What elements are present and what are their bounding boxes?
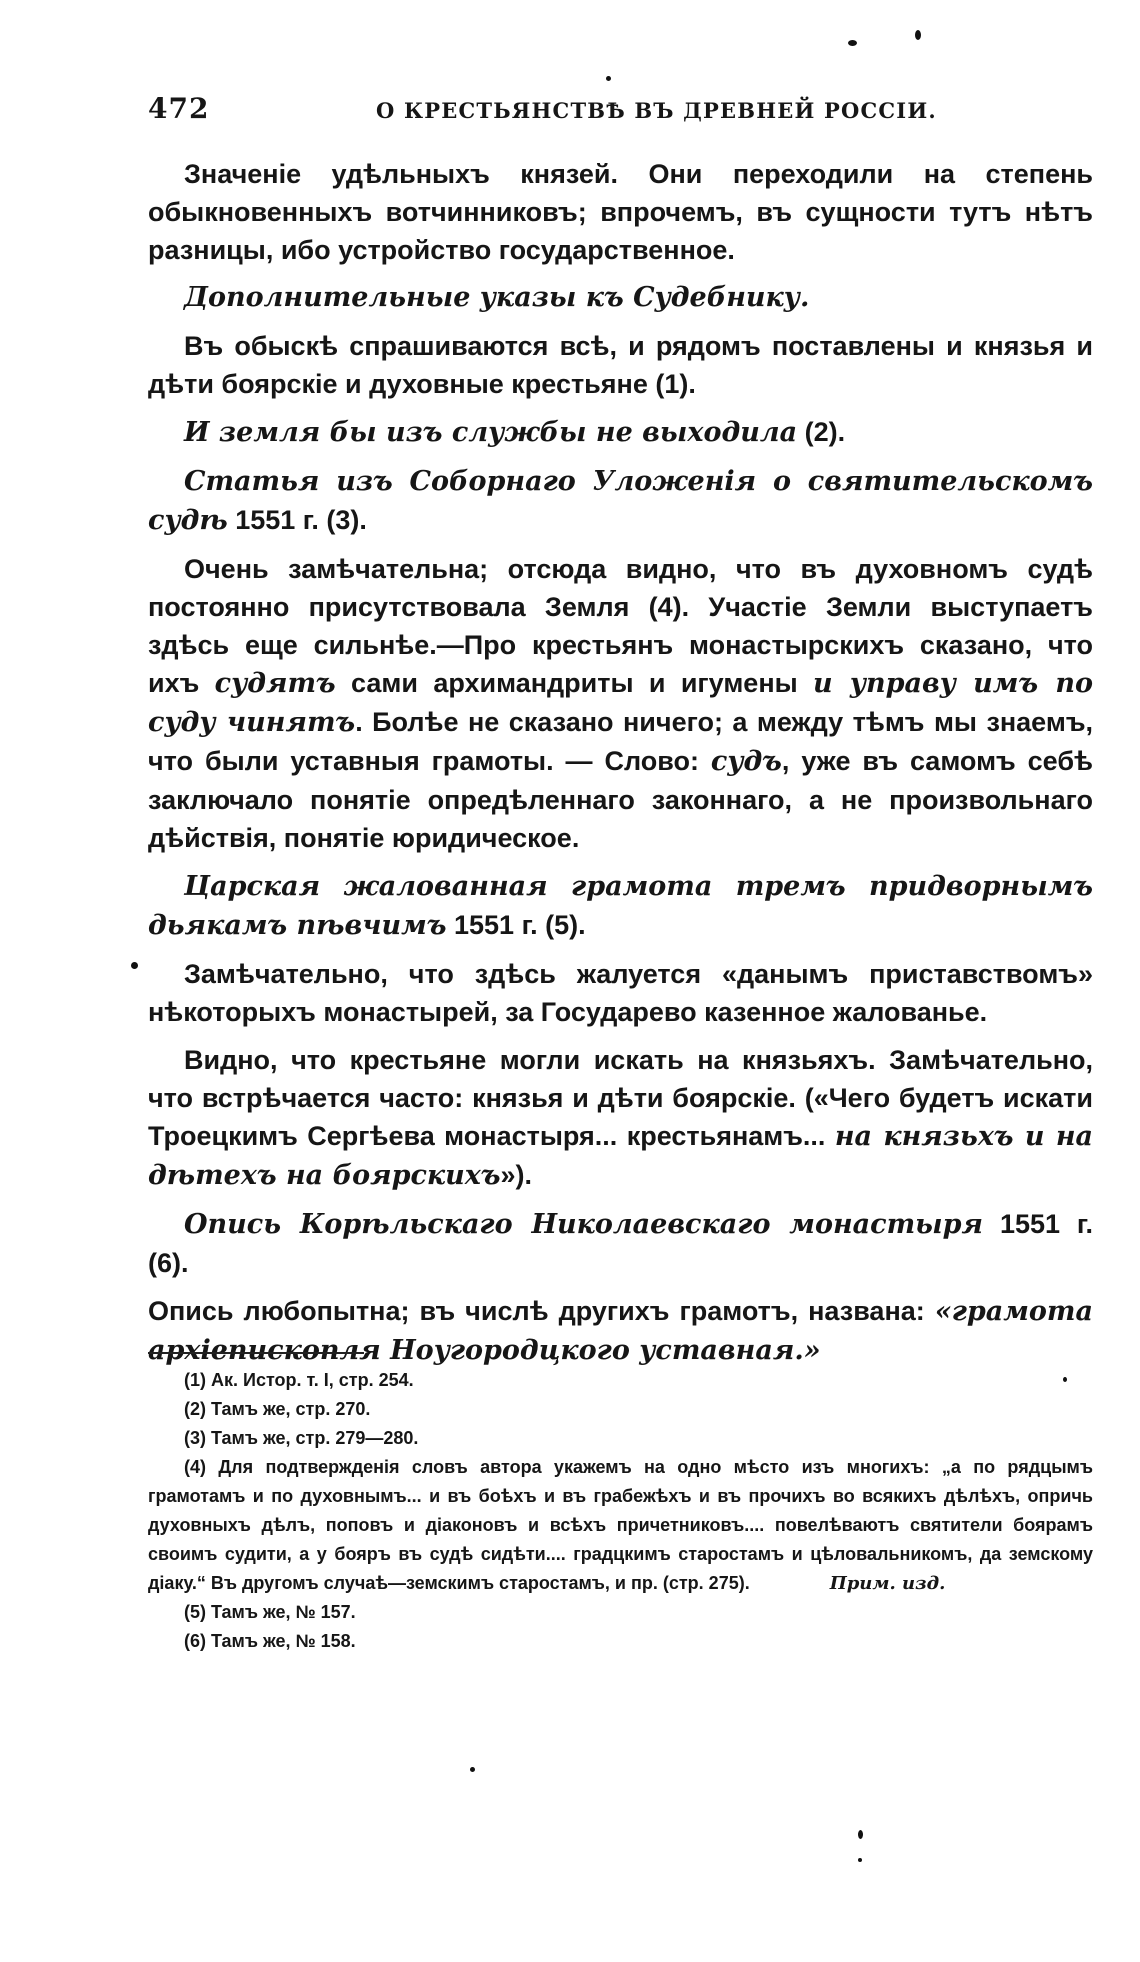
heading-additional-decrees: Дополнительные указы къ Судебнику.	[184, 282, 810, 313]
heading-council-code-article	[148, 462, 1093, 540]
book-page	[148, 0, 1093, 1962]
royal-charter-title: Царская жалованная грамота тремъ придворнымъ дьякамъ пѣвчимъ	[148, 871, 1093, 941]
paragraph-bailiff-grant: Замѣчательно, что здѣсь жалуется «данымъ приставствомъ» нѣкоторыхъ монастырей, за Государево казенное жалованье.	[148, 959, 1093, 1027]
scan-speck	[131, 962, 138, 969]
running-title: О КРЕСТЬЯНСТВѢ ВЪ ДРЕВНЕЙ РОССІИ.	[376, 98, 937, 123]
footnote-rule	[148, 1352, 364, 1354]
footnote-1: (1) Ак. Истор. т. I, стр. 254.	[184, 1370, 414, 1390]
running-head	[148, 92, 1093, 132]
footnote-2: (2) Тамъ же, стр. 270.	[184, 1399, 371, 1419]
footnote-4: (4) Для подтвержденія словъ автора укажемъ на одно мѣсто изъ многихъ: „а по рядцымъ грамотамъ и по духовнымъ... и въ боѣхъ и въ грабежѣхъ и въ прочихъ во всякихъ дѣлѣхъ, опричь духовныхъ дѣлъ, поповъ и діаконовъ и всѣхъ причетниковъ.... повелѣваютъ святители боярамъ своимъ судити, а у бояръ въ судѣ сидѣти.... градцкимъ старостамъ и цѣловальникомъ, да земскому діаку.“ Въ другомъ случаѣ—земскимъ старостамъ, и пр. (стр. 275). Прим. изд.	[148, 1457, 1093, 1594]
heading-royal-charter	[148, 867, 1093, 945]
paragraph-appanage-princes: Значеніе удѣльныхъ князей. Они переходили на степень обыкновенныхъ вотчинниковъ; впрочемъ, въ сущности тутъ нѣтъ разницы, ибо устройство государственное.	[148, 159, 1093, 265]
scan-speck	[858, 1858, 862, 1862]
monastery-inventory-title: Опись Корѣльскаго Николаевскаго монастыря	[184, 1209, 983, 1240]
quote-archbishop-charter: «грамота архіепископля Ноугородцкого уставная.»	[148, 1296, 1093, 1366]
footnote-6: (6) Тамъ же, № 158.	[184, 1631, 356, 1651]
council-code-year: 1551 г. (3).	[235, 505, 367, 535]
scan-speck	[858, 1830, 863, 1839]
publisher-note-sign: Прим. изд.	[829, 1573, 946, 1594]
footnote-5: (5) Тамъ же, № 157.	[184, 1602, 356, 1622]
quote-princes-children: на князьхъ и на дѣтехъ на боярскихъ	[148, 1121, 1093, 1191]
land-service-quote: И земля бы изъ службы не выходила	[184, 417, 798, 448]
scan-speck	[915, 30, 921, 40]
term-sudyat: судятъ	[214, 668, 336, 699]
scan-speck	[470, 1767, 475, 1772]
scan-speck	[1063, 1377, 1067, 1382]
page-number: 472	[148, 92, 210, 125]
scan-speck	[606, 76, 611, 81]
paragraph-inventory-charter: Опись любопытна; въ числѣ другихъ грамотъ, названа: «грамота архіепископля Ноугородцкого уставная.»	[148, 1296, 1093, 1366]
monastery-inventory-year: 1551 г. (6).	[148, 1209, 1093, 1278]
council-code-title: Статья изъ Соборнаго Уложенія о святительскомъ судѣ	[148, 466, 1093, 536]
paragraph-inquest: Въ обыскѣ спрашиваются всѣ, и рядомъ поставлены и князья и дѣти боярскіе и духовные крестьяне (1).	[148, 331, 1093, 399]
royal-charter-year: 1551 г. (5).	[454, 910, 586, 940]
footnote-3: (3) Тамъ же, стр. 279—280.	[184, 1428, 419, 1448]
heading-monastery-inventory	[148, 1205, 1093, 1282]
paragraph-land-service	[148, 413, 1093, 452]
land-service-ref: (2).	[804, 417, 846, 447]
footnotes	[148, 1366, 1093, 1656]
term-sud: судъ	[710, 746, 782, 777]
scan-speck	[848, 40, 857, 46]
term-upravu: и управу имъ по суду чинятъ	[148, 668, 1093, 738]
main-text	[148, 155, 1093, 1380]
paragraph-peasants-suits: Видно, что крестьяне могли искать на князьяхъ. Замѣчательно, что встрѣчается часто: князья и дѣти боярскіе. («Чего будетъ искати Троецкимъ Сергѣева монастыря... крестьянамъ... на князьхъ и на дѣтехъ на боярскихъ»).	[148, 1045, 1093, 1191]
paragraph-spiritual-court: Очень замѣчательна; отсюда видно, что въ духовномъ судѣ постоянно присутствовала Земля (4). Участіе Земли выступаетъ здѣсь еще сильнѣе.—Про крестьянъ монастырскихъ сказано, что ихъ судятъ сами архимандриты и игумены и управу имъ по суду чинятъ. Болѣе не сказано ничего; а между тѣмъ мы знаемъ, что были уставныя грамоты. — Слово: судъ, уже въ самомъ себѣ заключало понятіе опредѣленнаго законнаго, а не произвольнаго дѣйствія, понятіе юридическое.	[148, 554, 1094, 853]
